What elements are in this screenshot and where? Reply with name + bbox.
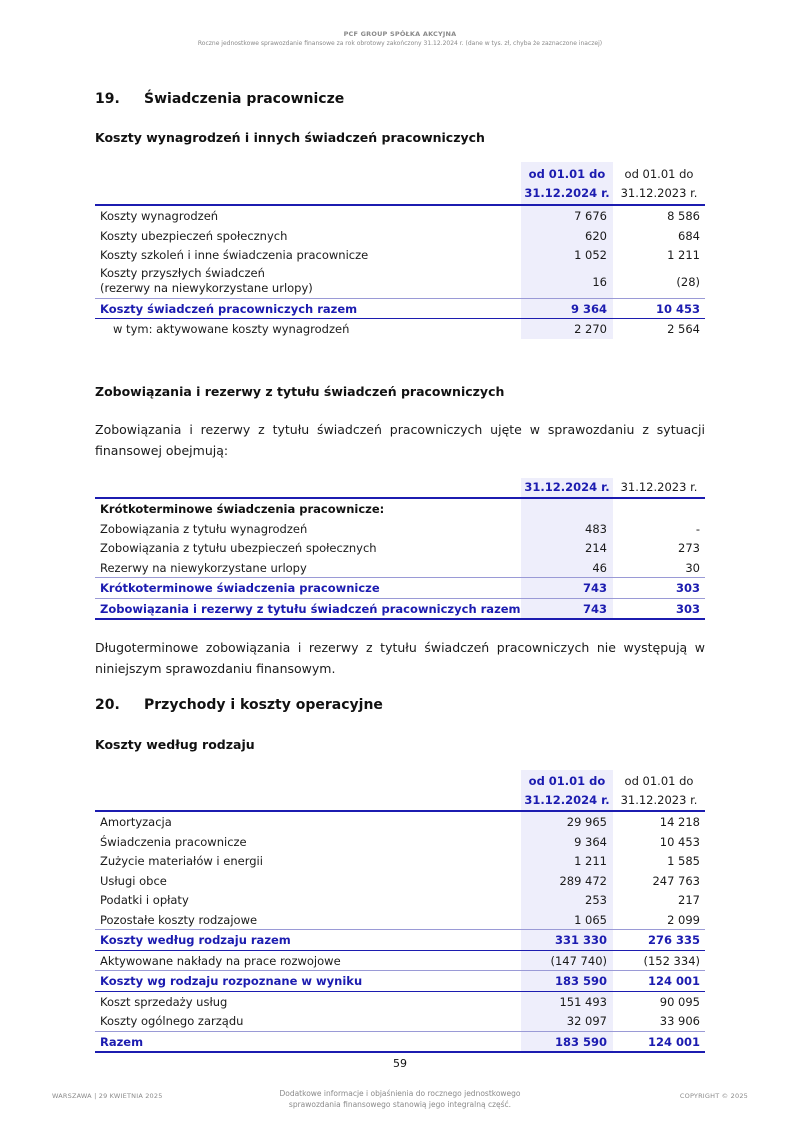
value-current: 1 065: [574, 912, 607, 927]
row-label: Krótkoterminowe świadczenia pracownicze:: [100, 502, 385, 516]
section-19-title: [95, 91, 344, 107]
value-current: 483: [585, 521, 607, 536]
value-current: 183 590: [554, 974, 607, 988]
table-header: [95, 478, 705, 497]
row-label: Aktywowane nakłady na prace rozwojowe: [100, 953, 341, 968]
row-label: Koszty ogólnego zarządu: [100, 1014, 244, 1028]
value-previous: 217: [678, 893, 700, 907]
value-current: 620: [585, 228, 607, 243]
table-header: [95, 770, 705, 810]
value-current: 16: [592, 274, 607, 289]
table-row: [95, 910, 705, 930]
company-name: PCF GROUP SPÓŁKA AKCYJNA: [343, 30, 457, 38]
benefit-liabilities-table: [95, 478, 705, 620]
employee-benefits-costs-table: [95, 162, 705, 339]
row-label: Razem: [100, 1034, 144, 1049]
table-row: [95, 519, 705, 539]
value-current: 331 330: [554, 933, 607, 947]
footer-copyright: COPYRIGHT © 2025: [679, 1092, 748, 1100]
table-row: [95, 206, 705, 226]
col-current-line1: od 01.01 do: [528, 774, 606, 788]
row-label: Rezerwy na niewykorzystane urlopy: [100, 560, 307, 575]
row-label-line2: (rezerwy na niewykorzystane urlopy): [100, 280, 313, 295]
value-current: 7 676: [574, 209, 607, 223]
col-current-header: 31.12.2024 r.: [524, 480, 610, 494]
total-rule: [95, 1051, 705, 1053]
col-current-line1: od 01.01 do: [528, 167, 606, 181]
value-previous: 124 001: [647, 974, 700, 988]
value-current: 29 965: [566, 815, 607, 829]
value-current: 1 052: [574, 248, 607, 262]
value-previous: 33 906: [659, 1014, 700, 1028]
value-previous: 8 586: [667, 209, 700, 223]
value-current: 183 590: [554, 1034, 607, 1049]
row-label: w tym: aktywowane koszty wynagrodzeń: [113, 322, 350, 336]
row-label: Świadczenia pracownicze: [100, 834, 247, 849]
row-label: Koszty według rodzaju razem: [100, 933, 291, 947]
value-current: 743: [582, 601, 607, 616]
value-previous: 247 763: [652, 873, 700, 888]
footer-note-line2: sprawozdania finansowego stanowią jego integralną część.: [288, 1100, 512, 1109]
section-number: 20.: [95, 697, 120, 713]
footer-location-date: WARSZAWA | 29 KWIETNIA 2025: [52, 1092, 163, 1100]
table3-heading: Koszty według rodzaju: [95, 737, 255, 752]
total-row: [95, 599, 705, 619]
row-label: Koszt sprzedaży usług: [100, 994, 228, 1009]
col-current-line2: 31.12.2024 r.: [524, 186, 610, 200]
value-previous: 90 095: [659, 994, 700, 1009]
col-previous-line1: od 01.01 do: [624, 774, 694, 788]
group-header-row: [95, 499, 705, 519]
value-previous: 303: [675, 581, 700, 595]
table1-heading: Koszty wynagrodzeń i innych świadczeń pracowniczych: [95, 130, 485, 145]
col-previous-header: 31.12.2023 r.: [620, 480, 698, 494]
col-previous-line2: 31.12.2023 r.: [620, 793, 698, 807]
value-previous: 2 564: [667, 322, 700, 336]
value-current: 1 211: [574, 854, 607, 868]
value-previous: 276 335: [647, 933, 700, 947]
value-current: 253: [585, 893, 607, 907]
value-previous: (152 334): [643, 953, 700, 968]
value-current: 214: [585, 541, 607, 555]
table-row: [95, 558, 705, 578]
row-label: Koszty szkoleń i inne świadczenia pracownicze: [100, 248, 369, 262]
value-previous: 1 211: [667, 248, 700, 262]
section-20-title: [95, 697, 383, 713]
value-previous: 684: [678, 228, 700, 243]
total-row: [95, 930, 705, 950]
row-label: Koszty wg rodzaju rozpoznane w wyniku: [100, 974, 363, 988]
col-previous-header: [613, 165, 705, 203]
table-row: [95, 245, 705, 265]
page-header: [0, 30, 800, 47]
row-label: Pozostałe koszty rodzajowe: [100, 912, 258, 927]
table-row: [95, 1011, 705, 1031]
value-previous: 10 453: [655, 301, 700, 316]
long-term-note: Długoterminowe zobowiązania i rezerwy z tytułu świadczeń pracowniczych nie występują w niniejszym sprawozdaniu finansowym.: [95, 640, 705, 676]
row-label: Zobowiązania z tytułu ubezpieczeń społecznych: [100, 541, 377, 555]
footer-note-line1: Dodatkowe informacje i objaśnienia do rocznego jednostkowego: [279, 1089, 521, 1098]
col-previous-header: [613, 772, 705, 810]
col-previous-line1: od 01.01 do: [624, 167, 694, 181]
col-current-header: [521, 772, 613, 810]
total-rule: [95, 618, 705, 620]
col-previous-line2: 31.12.2023 r.: [620, 186, 698, 200]
row-label-line1: Koszty przyszłych świadczeń: [100, 265, 265, 280]
row-label: Amortyzacja: [100, 815, 172, 829]
value-current: (147 740): [550, 953, 607, 968]
value-previous: 124 001: [647, 1034, 700, 1049]
value-previous: 10 453: [659, 834, 700, 849]
value-previous: 30: [685, 560, 700, 575]
value-previous: (28): [676, 274, 700, 289]
grand-total-row: [95, 1032, 705, 1052]
table-row: [95, 812, 705, 832]
table-row: [95, 832, 705, 852]
page-number: 59: [393, 1057, 407, 1070]
report-subtitle: Roczne jednostkowe sprawozdanie finansowe za rok obrotowy zakończony 31.12.2024 r. (dane w tys. zł, chyba że zaznaczone inaczej): [197, 40, 603, 47]
table-row: [95, 538, 705, 558]
row-label: Zobowiązania i rezerwy z tytułu świadczeń pracowniczych razem: [100, 601, 521, 616]
table2-heading: Zobowiązania i rezerwy z tytułu świadczeń pracowniczych: [95, 384, 505, 399]
subtotal-row: [95, 578, 705, 598]
row-label: Zużycie materiałów i energii: [100, 854, 263, 868]
row-label: Usługi obce: [100, 873, 167, 888]
table-row: [95, 265, 705, 298]
row-label: Koszty świadczeń pracowniczych razem: [100, 301, 358, 316]
costs-by-nature-table: [95, 770, 705, 1053]
value-previous: 1 585: [667, 854, 700, 868]
section-number: 19.: [95, 91, 120, 107]
table-row: [95, 226, 705, 246]
value-current: 46: [592, 560, 607, 575]
row-label: Podatki i opłaty: [100, 893, 189, 907]
value-current: 9 364: [570, 301, 607, 316]
row-label: Koszty wynagrodzeń: [100, 209, 219, 223]
value-current: 151 493: [559, 994, 607, 1009]
table-header: [95, 162, 705, 204]
value-current: 743: [582, 581, 607, 595]
value-previous: 2 099: [667, 912, 700, 927]
col-current-header: [521, 165, 613, 203]
value-previous: 273: [678, 541, 700, 555]
table-row: [95, 890, 705, 910]
table2-intro: Zobowiązania i rezerwy z tytułu świadczeń pracowniczych ujęte w sprawozdaniu z sytuacji finansowej obejmują:: [95, 422, 705, 458]
value-current: 9 364: [574, 834, 607, 849]
section-title: Przychody i koszty operacyjne: [144, 697, 383, 713]
table-row: [95, 851, 705, 871]
value-previous: 303: [675, 601, 700, 616]
value-current: 2 270: [574, 322, 607, 336]
total-row: [95, 299, 705, 319]
table-row: [95, 992, 705, 1012]
col-current-line2: 31.12.2024 r.: [524, 793, 610, 807]
row-label: Koszty ubezpieczeń społecznych: [100, 228, 288, 243]
value-current: 289 472: [559, 873, 607, 888]
value-previous: 14 218: [659, 815, 700, 829]
total-row: [95, 971, 705, 991]
table-row: [95, 319, 705, 339]
row-label: [100, 266, 313, 296]
row-label: Krótkoterminowe świadczenia pracownicze: [100, 581, 380, 595]
table-row: [95, 951, 705, 971]
value-previous: -: [695, 521, 700, 536]
table-row: [95, 871, 705, 891]
value-current: 32 097: [566, 1014, 607, 1028]
row-label: Zobowiązania z tytułu wynagrodzeń: [100, 521, 308, 536]
section-title: Świadczenia pracownicze: [144, 91, 345, 107]
